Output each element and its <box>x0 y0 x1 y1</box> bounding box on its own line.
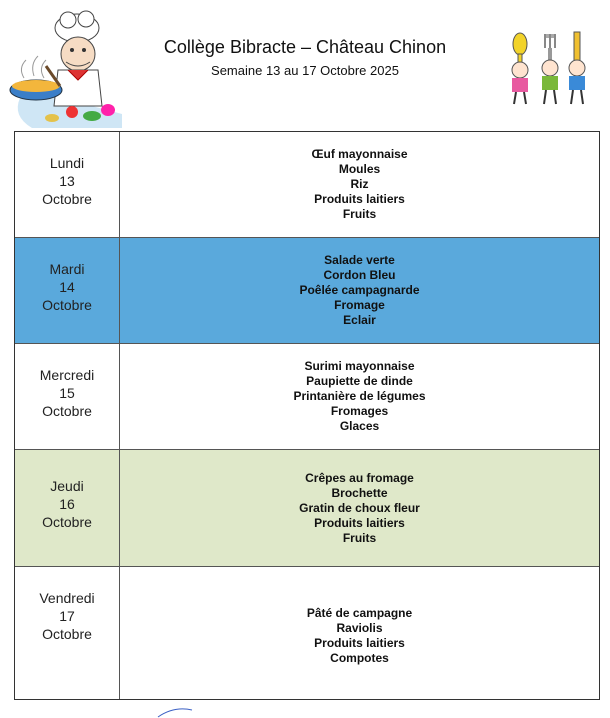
menu-item: Paupiette de dinde <box>306 374 413 388</box>
day-cell <box>15 344 120 449</box>
menu-cell <box>120 132 599 237</box>
day-month: Octobre <box>42 626 92 642</box>
day-month: Octobre <box>42 514 92 530</box>
menu-item: Fruits <box>342 530 377 545</box>
menu-item: Crêpes au fromage <box>305 470 414 485</box>
title-block <box>130 36 480 80</box>
menu-item: Printanière de légumes <box>293 389 426 403</box>
day-month: Octobre <box>42 402 92 419</box>
page-title: Collège Bibracte – Château Chinon <box>163 37 447 57</box>
menu-row-mardi <box>15 238 599 344</box>
day-date: 14 <box>59 278 75 295</box>
day-date: 13 <box>59 172 75 189</box>
menu-item: Brochette <box>331 485 388 500</box>
menu-cell <box>120 567 599 699</box>
menu-item: Salade verte <box>324 253 395 267</box>
menu-item: Riz <box>350 177 369 191</box>
page-header <box>0 0 610 125</box>
menu-item: Moules <box>338 162 381 176</box>
day-name: Vendredi <box>39 590 95 606</box>
menu-item: Fromages <box>330 404 389 418</box>
day-name: Lundi <box>49 154 85 171</box>
menu-item: Fromage <box>334 298 385 312</box>
day-month: Octobre <box>42 296 92 313</box>
menu-item: Produits laitiers <box>314 515 405 530</box>
day-date: 17 <box>59 608 75 624</box>
pen-mark-decoration <box>150 704 210 718</box>
menu-item: Produits laitiers <box>314 636 405 650</box>
menu-item: Œuf mayonnaise <box>311 147 408 161</box>
menu-item: Fruits <box>342 207 377 221</box>
weekly-menu-table <box>14 131 600 700</box>
menu-row-jeudi <box>15 450 599 567</box>
menu-item: Produits laitiers <box>314 192 405 206</box>
day-name: Mercredi <box>39 366 95 383</box>
menu-item: Compotes <box>330 651 389 665</box>
menu-row-lundi <box>15 132 599 238</box>
menu-item: Gratin de choux fleur <box>299 500 420 515</box>
day-date: 16 <box>59 496 75 512</box>
menu-item: Raviolis <box>336 621 383 635</box>
day-cell <box>15 238 120 343</box>
menu-item: Cordon Bleu <box>323 268 396 282</box>
menu-row-mercredi <box>15 344 599 450</box>
menu-item: Glaces <box>339 419 380 433</box>
day-date: 15 <box>59 384 75 401</box>
menu-cell <box>120 450 599 566</box>
menu-item: Eclair <box>343 313 376 327</box>
chef-illustration <box>2 6 122 128</box>
day-cell <box>15 450 120 566</box>
day-month: Octobre <box>42 190 92 207</box>
menu-cell <box>120 238 599 343</box>
day-name: Mardi <box>49 260 85 277</box>
menu-item: Pâté de campagne <box>306 606 413 620</box>
menu-cell <box>120 344 599 449</box>
day-cell <box>15 567 120 699</box>
day-name: Jeudi <box>50 478 84 494</box>
menu-row-vendredi <box>15 567 599 699</box>
menu-item: Surimi mayonnaise <box>304 359 415 373</box>
menu-item: Poêlée campagnarde <box>299 283 420 297</box>
day-cell <box>15 132 120 237</box>
week-subtitle: Semaine 13 au 17 Octobre 2025 <box>211 63 399 78</box>
cutlery-characters-illustration <box>492 30 592 106</box>
